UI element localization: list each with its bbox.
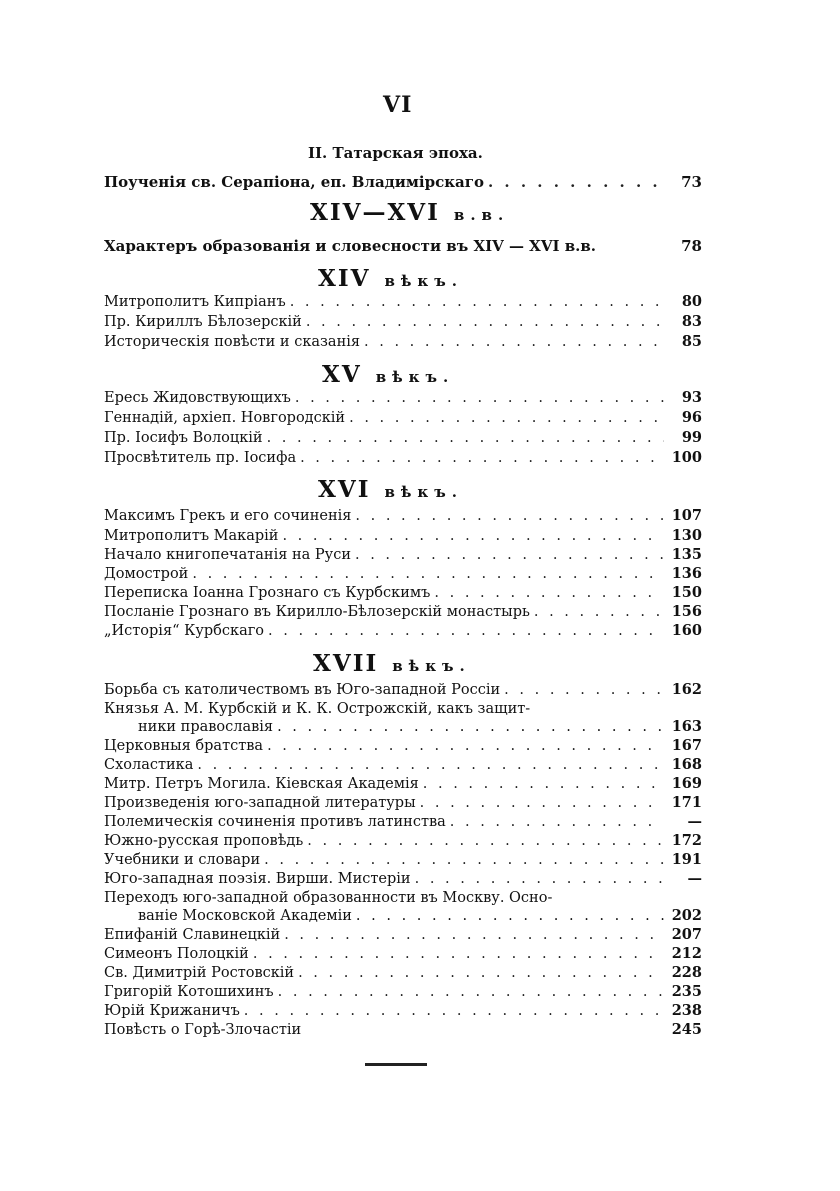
leader-dots: [534, 602, 664, 622]
toc-entry-page: 167: [671, 737, 702, 754]
leader-dots: [197, 755, 664, 775]
leader-dots: [277, 717, 664, 737]
toc-entry-page: 99: [681, 429, 702, 446]
toc-entry-title: Полемическія сочиненія противъ латинства: [104, 814, 446, 830]
toc-entry-page: 80: [681, 293, 702, 310]
toc-entry-page: 78: [681, 237, 702, 255]
leader-dots: [349, 408, 664, 428]
toc-entry-page: 83: [681, 313, 702, 330]
leader-dots: [307, 831, 664, 851]
leader-dots: [434, 583, 664, 603]
toc-entry-page: 191: [671, 851, 702, 868]
toc-entry-page: 150: [671, 584, 702, 601]
page-number: VI: [383, 92, 413, 118]
toc-entry-title: Пр. Кириллъ Бѣлозерскій: [104, 314, 302, 330]
leader-dots: [267, 736, 664, 756]
leader-dots: [295, 388, 664, 408]
toc-entry-page: 162: [671, 681, 702, 698]
toc-entry-title: Произведенія юго-западной литературы: [104, 795, 416, 811]
toc-entry-title: Юго-западная поэзія. Вирши. Мистеріи: [104, 871, 411, 887]
toc-entry: [104, 602, 702, 622]
toc-entry: [104, 172, 702, 192]
section-heading-numeral: XVI: [318, 476, 371, 503]
toc-entry-page: 160: [671, 622, 702, 639]
toc-entry: [104, 944, 702, 964]
toc-entry-title: Переходъ юго-западной образованности въ Москву. Осно-: [104, 890, 553, 906]
toc-entry: [104, 1001, 702, 1021]
toc-entry-page: 135: [671, 546, 702, 563]
toc-entry-title: Митрополитъ Кипріанъ: [104, 294, 286, 310]
toc-entry-title: Характеръ образованія и словесности въ XIV — XVI в.в.: [104, 237, 596, 255]
toc-entry-title: Историческія повѣсти и сказанія: [104, 334, 361, 350]
section-heading-label: вѣкъ.: [384, 272, 463, 290]
leader-dots: [282, 526, 664, 546]
toc-entry-title: Максимъ Грекъ и его сочиненія: [104, 508, 352, 524]
leader-dots: [268, 621, 664, 641]
toc-entry-title: Геннадій, архіеп. Новгородскій: [104, 410, 346, 426]
section-heading-label: вѣкъ.: [375, 368, 455, 386]
leader-dots: [423, 774, 664, 794]
toc-entry-title: Св. Димитрій Ростовскій: [104, 965, 295, 981]
leader-dots: [300, 448, 664, 468]
toc-entry: [104, 793, 702, 813]
toc-entry-title: Южно-русская проповѣдь: [104, 833, 304, 849]
toc-entry-page: 85: [681, 333, 702, 350]
toc-entry-page: 171: [671, 794, 702, 811]
leader-dots: [244, 1001, 664, 1021]
toc-entry-title: Юрій Крижаничъ: [104, 1003, 240, 1019]
leader-dots: [450, 812, 664, 832]
toc-entry-title: Пр. Іосифъ Волоцкій: [104, 430, 263, 446]
toc-entry: [104, 963, 702, 983]
leader-dots: [298, 963, 664, 983]
leader-dots: [420, 793, 664, 813]
toc-entry: [104, 850, 702, 870]
leader-dots: [356, 906, 664, 926]
toc-entry-page: 212: [671, 945, 702, 962]
leader-dots: [290, 292, 664, 312]
toc-entry-title: Начало книгопечатанія на Руси: [104, 547, 351, 563]
leader-dots: [364, 332, 664, 352]
leader-dots: [355, 506, 664, 526]
toc-entry-title: Переписка Іоанна Грознаго съ Курбскимъ: [104, 585, 431, 601]
toc-entry: [104, 755, 702, 775]
toc-entry-page: —: [687, 870, 702, 887]
toc-entry-title-cont: ваніе Московской Академіи: [138, 908, 352, 924]
toc-entry: [104, 332, 702, 352]
toc-entry: [104, 564, 702, 584]
section-heading-xvii: [313, 650, 471, 677]
toc-entry-page: 168: [671, 756, 702, 773]
toc-entry: [104, 680, 702, 700]
toc-entry-title: Церковныя братства: [104, 738, 264, 754]
toc-entry: [104, 506, 702, 526]
toc-entry: [104, 388, 702, 408]
end-rule: [365, 1063, 427, 1066]
toc-entry-continuation: [138, 717, 702, 737]
toc-entry: [104, 831, 702, 851]
toc-entry: [104, 736, 702, 756]
section-heading-xiv: [318, 265, 463, 292]
leader-dots: [355, 545, 664, 565]
toc-entry: [104, 526, 702, 546]
toc-entry-title: „Исторія“ Курбскаго: [104, 623, 265, 639]
toc-entry-page: 202: [671, 907, 702, 924]
toc-entry-title: Повѣсть о Горѣ-Злочастіи: [104, 1022, 302, 1038]
leader-dots: [306, 312, 664, 332]
toc-entry: [104, 292, 702, 312]
leader-dots: [415, 869, 664, 889]
toc-entry-title: Домострой: [104, 566, 189, 582]
section-heading-label: в.в.: [453, 206, 510, 224]
toc-entry: [104, 888, 702, 908]
toc-entry: [104, 982, 702, 1002]
toc-entry-page: 245: [671, 1021, 702, 1038]
leader-dots: [267, 428, 664, 448]
toc-entry-title: Симеонъ Полоцкій: [104, 946, 249, 962]
toc-entry: [104, 236, 702, 256]
toc-entry: [104, 545, 702, 565]
section-heading-xv: [322, 361, 454, 388]
toc-entry: [104, 925, 702, 945]
toc-entry: [104, 812, 702, 832]
toc-entry-page: 228: [671, 964, 702, 981]
toc-entry-page: 96: [681, 409, 702, 426]
toc-entry-page: —: [687, 813, 702, 830]
toc-entry-page: 156: [671, 603, 702, 620]
toc-entry: [104, 869, 702, 889]
toc-entry-title: Борьба съ католичествомъ въ Юго-западной Россіи: [104, 682, 501, 698]
toc-entry-page: 235: [671, 983, 702, 1000]
toc-entry: [104, 408, 702, 428]
section-heading-numeral: XIV—XVI: [310, 199, 440, 226]
toc-entry-page: 238: [671, 1002, 702, 1019]
toc-entry: [104, 312, 702, 332]
section-heading-numeral: XIV: [318, 265, 371, 292]
leader-dots: [264, 850, 664, 870]
section-heading-numeral: XV: [322, 361, 362, 388]
toc-entry-title: Епифаній Славинецкій: [104, 927, 281, 943]
leader-dots: [284, 925, 664, 945]
toc-entry: [104, 448, 702, 468]
toc-entry: [104, 774, 702, 794]
leader-dots: [192, 564, 664, 584]
toc-entry-page: 136: [671, 565, 702, 582]
section-heading-xiv-xvi: [310, 199, 509, 226]
toc-entry: [104, 621, 702, 641]
leader-dots: [504, 680, 664, 700]
toc-entry-page: 207: [671, 926, 702, 943]
toc-entry-page: 107: [671, 507, 702, 524]
toc-entry: [104, 583, 702, 603]
section-heading-xvi: [318, 476, 463, 503]
leader-dots: [488, 172, 664, 192]
toc-entry-title: Ересь Жидовствующихъ: [104, 390, 291, 406]
toc-entry-page: 169: [671, 775, 702, 792]
toc-entry: [104, 428, 702, 448]
toc-entry-continuation: [138, 906, 702, 926]
toc-entry-page: 163: [671, 718, 702, 735]
toc-entry-title: Григорій Котошихинъ: [104, 984, 274, 1000]
toc-entry-title: Митр. Петръ Могила. Кіевская Академія: [104, 776, 419, 792]
toc-entry-page: 100: [671, 449, 702, 466]
toc-entry-title: Митрополитъ Макарій: [104, 528, 279, 544]
toc-entry-page: 73: [681, 173, 702, 191]
toc-entry-title: Просвѣтитель пр. Іосифа: [104, 450, 297, 466]
toc-entry: [104, 1020, 702, 1040]
toc-entry-page: 93: [681, 389, 702, 406]
toc-entry-title-cont: ники православія: [138, 719, 274, 735]
section-heading-label: вѣкъ.: [384, 483, 463, 501]
leader-dots: [278, 982, 664, 1002]
section-heading-label: вѣкъ.: [392, 657, 471, 675]
toc-entry-title: Схоластика: [104, 757, 194, 773]
part-title: II. Татарская эпоха.: [308, 144, 483, 162]
leader-dots: [253, 944, 664, 964]
toc-entry-title: Поученія св. Серапіона, еп. Владимірскаго: [104, 173, 484, 191]
section-heading-numeral: XVII: [313, 650, 379, 677]
toc-entry-page: 172: [671, 832, 702, 849]
toc-entry-title: Князья А. М. Курбскій и К. К. Острожскій, какъ защит-: [104, 701, 531, 717]
toc-entry: [104, 699, 702, 719]
toc-entry-title: Посланіе Грознаго въ Кирилло-Бѣлозерскій монастырь: [104, 604, 530, 620]
toc-entry-page: 130: [671, 527, 702, 544]
toc-entry-title: Учебники и словари: [104, 852, 261, 868]
